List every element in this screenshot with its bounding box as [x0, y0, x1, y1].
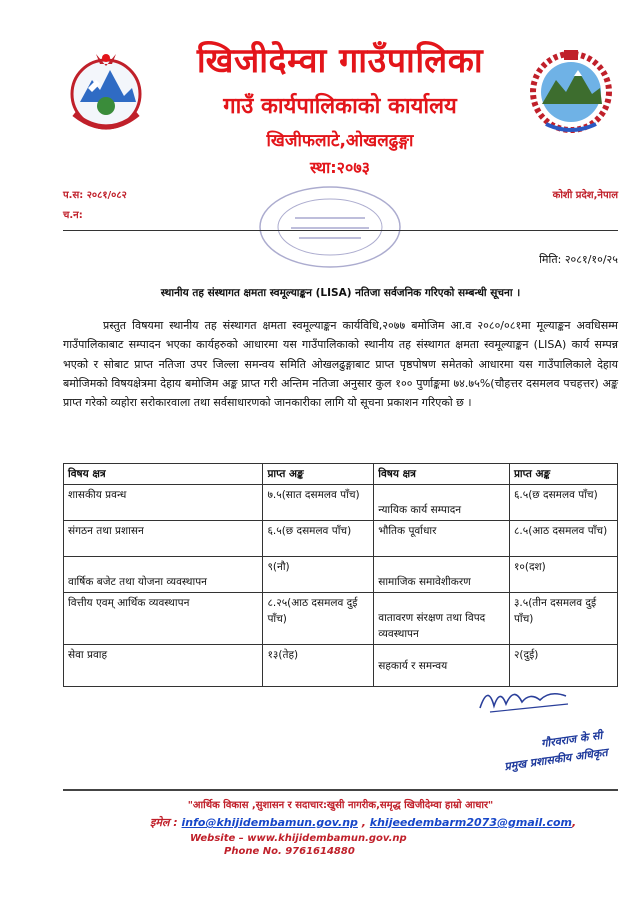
score-table: [63, 463, 618, 687]
dispatch-number: च.न:: [63, 210, 83, 221]
column-header: प्राप्त अङ्क: [509, 464, 617, 485]
email-separator: ,: [361, 816, 366, 829]
table-cell: वित्तीय एवम् आर्थिक व्यवस्थापन: [64, 593, 263, 645]
table-cell: ८.२५(आठ दसमलव दुई पाँच): [263, 593, 374, 645]
office-stamp-icon: [255, 182, 405, 272]
notice-subject: स्थानीय तह संस्थागत क्षमता स्वमूल्याङ्कन (LISA) नतिजा सर्वजनिक गरिएको सम्बन्धी सूचना ।: [160, 287, 521, 299]
table-row: [64, 593, 618, 645]
table-row: [64, 521, 618, 557]
table-cell: २(दुई): [509, 645, 617, 687]
table-row: [64, 557, 618, 593]
table-cell: संगठन तथा प्रशासन: [64, 521, 263, 557]
table-cell: सहकार्य र समन्वय: [374, 645, 510, 687]
footer-website[interactable]: Website – www.khijidembamun.gov.np: [190, 833, 407, 844]
table-cell: शासकीय प्रवन्ध: [64, 485, 263, 521]
table-cell: वातावरण संरक्षण तथा विपद व्यवस्थापन: [374, 593, 510, 645]
table-header-row: [64, 464, 618, 485]
column-header: विषय क्षत्र: [374, 464, 510, 485]
table-cell: सेवा प्रवाह: [64, 645, 263, 687]
footer-motto: "आर्थिक विकास ,सुशासन र सदाचार:खुसी नागरीक,समृद्ध खिजीदेम्वा हाम्रो आधार": [187, 800, 494, 811]
table-cell: ३.५(तीन दसमलव दुई पाँच): [509, 593, 617, 645]
table-cell: ९(नौ): [263, 557, 374, 593]
established-year: स्था:२०७३: [310, 158, 370, 177]
header-divider: [63, 230, 618, 231]
table-cell: १०(दश): [509, 557, 617, 593]
office-address: खिजीफलाटे,ओखलढुङ्गा: [266, 131, 414, 151]
table-cell: ६.५(छ दसमलव पाँच): [263, 521, 374, 557]
email-link-info[interactable]: info@khijidembamun.gov.np: [181, 816, 358, 829]
table-cell: ७.५(सात दसमलव पाँच): [263, 485, 374, 521]
notice-body: प्रस्तुत विषयमा स्थानीय तह संस्थागत क्षमता स्वमूल्याङ्कन कार्यविधि,२०७७ बमोजिम आ.व २०८०/०८१मा मूल्याङ्कन अवधिसम्म गाउँपालिकाबाट सम्पादन भएका कार्यहरुको आधारमा यस गाउँपालिकाको स्थानीय तह संस्थागत क्षमता स्वमूल्याङ्कन (LISA) कार्य सम्पन्न भएको र सोबाट प्राप्त नतिजा उपर जिल्ला समन्वय समिति ओखलढुङ्गाबाट प्राप्त पृष्ठपोषण समेतको आधारमा यस गाउँपालिकाले देहाय बमोजिमको विषयक्षेत्रमा देहाय बमोजिम अङ्क प्राप्त गरी अन्तिम नतिजा अनुसार कुल १०० पुर्णाङ्कमा ७४.७५%(चौहत्तर दसमलव पचहत्तर) अङ्क प्राप्त गरेको व्यहोरा सरोकारवाला तथा सर्वसाधारणको जानकारीका लागि यो सूचना प्रकाशन गरिएको छ ।: [63, 319, 618, 410]
signature-icon: [470, 678, 580, 718]
table-cell: सामाजिक समावेशीकरण: [374, 557, 510, 593]
column-header: विषय क्षत्र: [64, 464, 263, 485]
government-emblem-icon: [62, 44, 150, 140]
table-row: [64, 485, 618, 521]
email-link-gmail[interactable]: khijeedembarm2073@gmail.com: [369, 816, 573, 829]
footer-divider: [63, 789, 618, 791]
table-cell: १३(तेह): [263, 645, 374, 687]
reference-number: प.स: २०८१/०८२: [63, 190, 127, 201]
office-title: गाउँ कार्यपालिकाको कार्यालय: [223, 94, 457, 119]
column-header: प्राप्त अङ्क: [263, 464, 374, 485]
notice-date: मिति: २०८१/१०/२५: [539, 253, 618, 266]
municipality-title: खिजीदेम्वा गाउँपालिका: [196, 41, 484, 81]
table-cell: भौतिक पूर्वाधार: [374, 521, 510, 557]
signatory-designation: प्रमुख प्रशासकीय अधिकृत: [503, 745, 609, 774]
table-cell: ८.५(आठ दसमलव पाँच): [509, 521, 617, 557]
municipality-logo-icon: [526, 42, 616, 138]
footer-phone: Phone No. 9761614880: [224, 846, 355, 857]
signatory-name: गौरवराज के सी: [540, 728, 604, 751]
footer-contact: [150, 815, 576, 830]
table-cell: न्यायिक कार्य सम्पादन: [374, 485, 510, 521]
table-cell: वार्षिक बजेट तथा योजना व्यवस्थापन: [64, 557, 263, 593]
province-label: कोशी प्रदेश,नेपाल: [552, 190, 618, 201]
email-label: इमेल :: [150, 816, 178, 829]
email-end: ,: [572, 816, 577, 829]
table-cell: ६.५(छ दसमलव पाँच): [509, 485, 617, 521]
